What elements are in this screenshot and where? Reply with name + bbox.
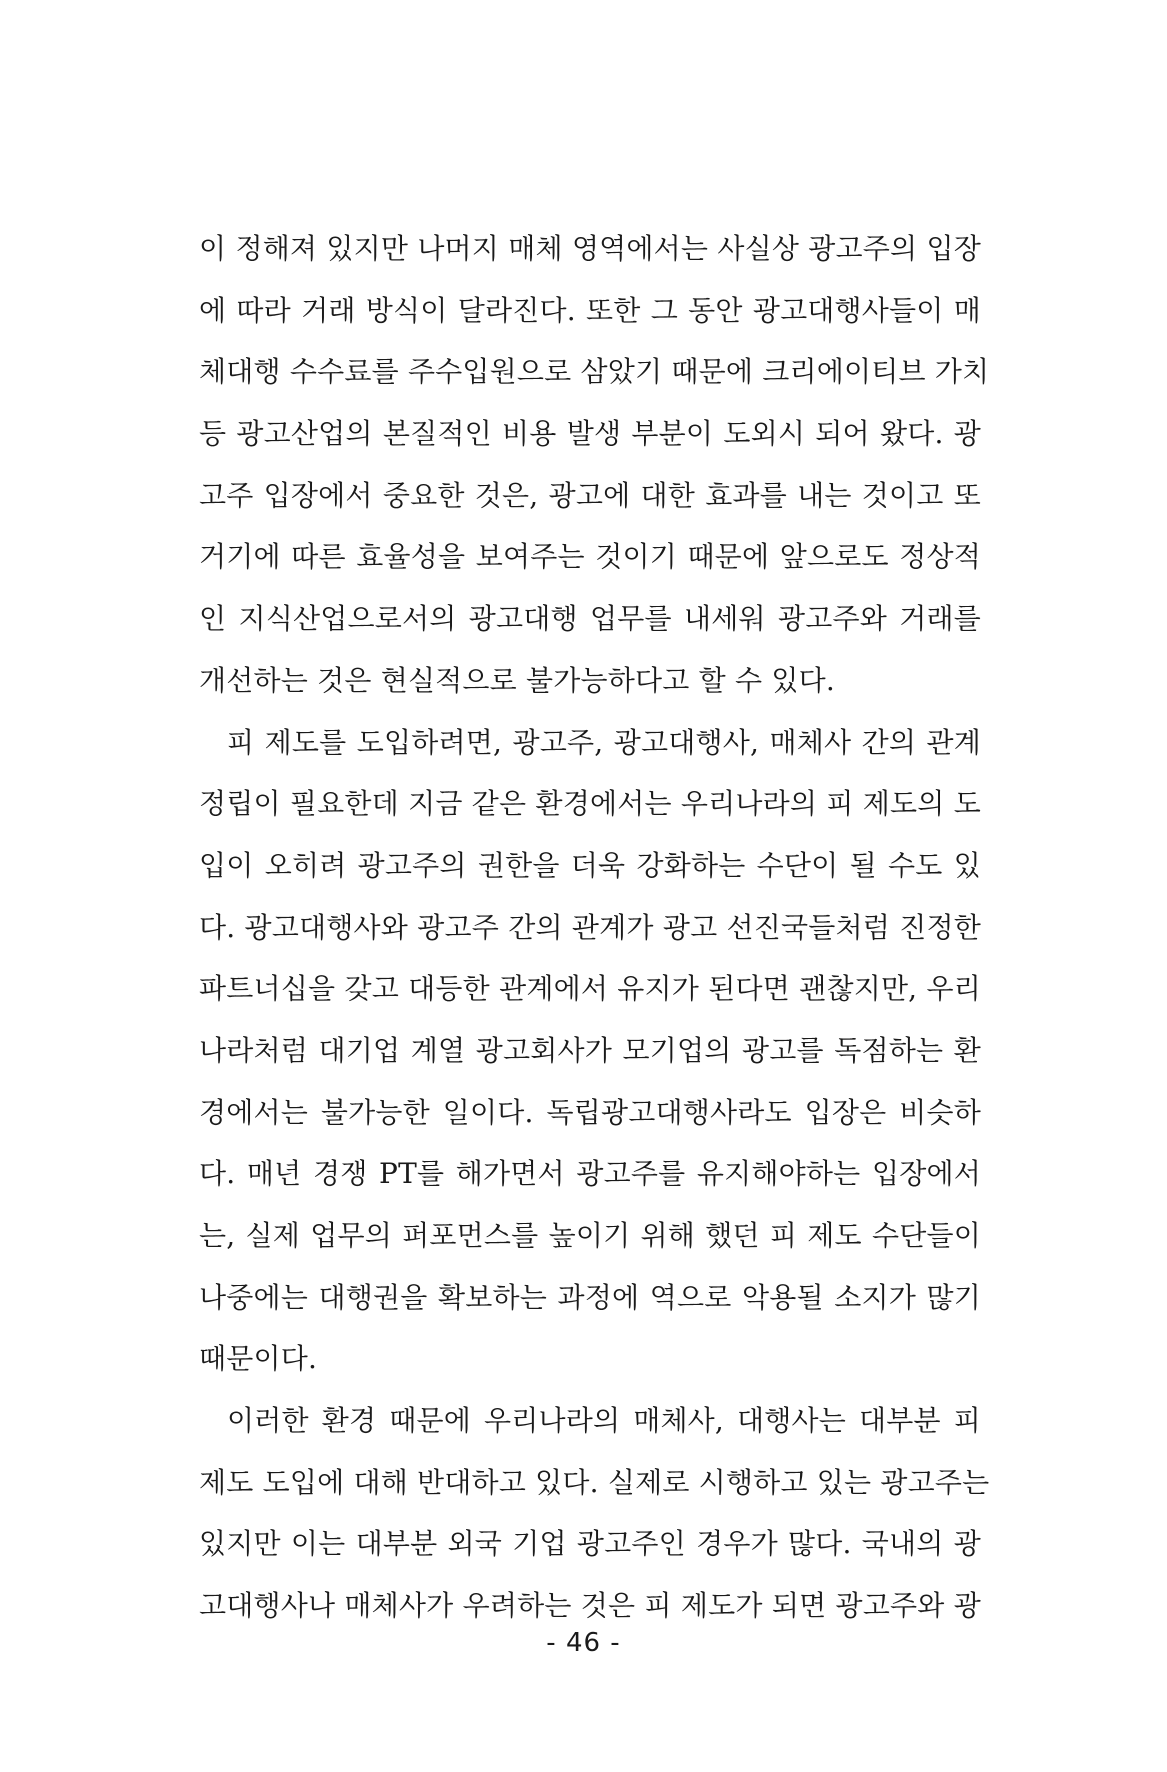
- text-line: 파트너십을 갖고 대등한 관계에서 유지가 된다면 괜찮지만, 우리: [199, 972, 981, 1006]
- text-line: 때문이다.: [199, 1342, 318, 1376]
- text-line: 고주 입장에서 중요한 것은, 광고에 대한 효과를 내는 것이고 또: [199, 478, 981, 512]
- text-line: 인 지식산업으로서의 광고대행 업무를 내세워 광고주와 거래를: [199, 602, 981, 636]
- text-line: 고대행사나 매체사가 우려하는 것은 피 제도가 되면 광고주와 광: [199, 1589, 981, 1623]
- text-line: 나중에는 대행권을 확보하는 과정에 역으로 악용될 소지가 많기: [199, 1280, 981, 1314]
- text-line: 나라처럼 대기업 계열 광고회사가 모기업의 광고를 독점하는 환: [199, 1033, 981, 1067]
- text-line: 이 정해져 있지만 나머지 매체 영역에서는 사실상 광고주의 입장: [199, 232, 981, 265]
- text-line: 이러한 환경 때문에 우리나라의 매체사, 대행사는 대부분 피: [227, 1404, 981, 1438]
- text-line: 거기에 따른 효율성을 보여주는 것이기 때문에 앞으로도 정상적: [199, 540, 981, 574]
- text-line: 체대행 수수료를 주수입원으로 삼았기 때문에 크리에이티브 가치: [199, 355, 990, 389]
- text-line: 등 광고산업의 본질적인 비용 발생 부분이 도외시 되어 왔다. 광: [199, 417, 981, 451]
- body-text: [199, 218, 990, 1637]
- text-line: 다. 광고대행사와 광고주 간의 관계가 광고 선진국들처럼 진정한: [199, 910, 981, 944]
- text-line: 다. 매년 경쟁 PT를 해가면서 광고주를 유지해야하는 입장에서: [199, 1157, 981, 1191]
- text-line: 에 따라 거래 방식이 달라진다. 또한 그 동안 광고대행사들이 매: [199, 293, 981, 327]
- text-line: 입이 오히려 광고주의 권한을 더욱 강화하는 수단이 될 수도 있: [199, 848, 981, 882]
- text-line: 정립이 필요한데 지금 같은 환경에서는 우리나라의 피 제도의 도: [199, 787, 981, 821]
- text-line: 경에서는 불가능한 일이다. 독립광고대행사라도 입장은 비슷하: [199, 1095, 981, 1129]
- text-line: 있지만 이는 대부분 외국 기업 광고주인 경우가 많다. 국내의 광: [199, 1527, 981, 1561]
- page-number: - 46 -: [546, 1628, 621, 1658]
- text-line: 는, 실제 업무의 퍼포먼스를 높이기 위해 했던 피 제도 수단들이: [199, 1219, 981, 1252]
- text-line: 개선하는 것은 현실적으로 불가능하다고 할 수 있다.: [199, 663, 835, 697]
- text-line: 피 제도를 도입하려면, 광고주, 광고대행사, 매체사 간의 관계: [227, 725, 981, 759]
- text-line: 제도 도입에 대해 반대하고 있다. 실제로 시행하고 있는 광고주는: [199, 1465, 990, 1499]
